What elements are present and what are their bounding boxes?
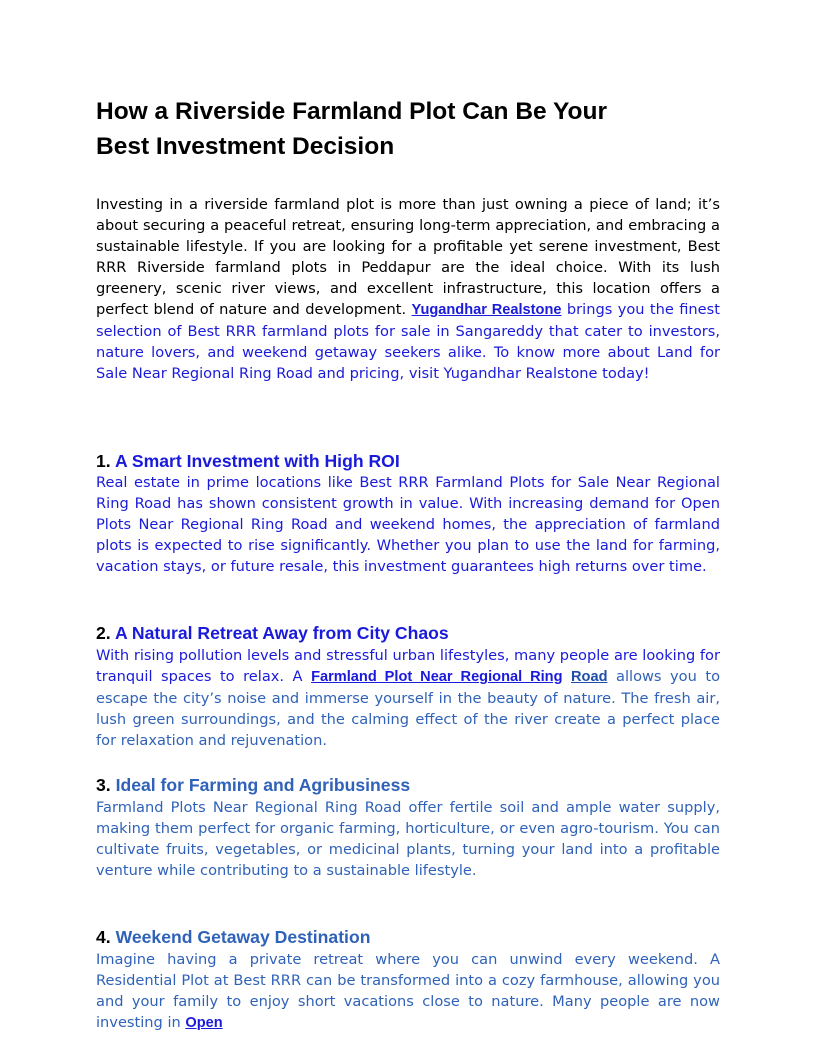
section-2-text-after-link: allows you to escape the city’s noise and immerse yourself in the beauty of nature. The fresh air, lush green surroundings, and the calming effect of the river create a perfect place for relaxation and rejuvenation. [96, 668, 721, 749]
section-2-number: 2. [96, 623, 111, 643]
section-3-number: 3. [96, 775, 111, 795]
section-1-number: 1. [96, 451, 111, 471]
section-3-body: Farmland Plots Near Regional Ring Road offer fertile soil and ample water supply, making them perfect for organic farming, horticulture, or even agro-tourism. You can cultivate fruits, vegetables, or medicinal plants, turning your land into a profitable venture while contributing to a sustainable lifestyle. [96, 799, 720, 879]
page-title-line-1: How a Riverside Farmland Plot Can Be Your [96, 98, 607, 125]
section-4-text: Imagine having a private retreat where you can unwind every weekend. A Residential Plot at Best RRR can be transformed into a cozy farmhouse, allowing you and your family to enjoy short vacations close to nature. Many people are now investing in [96, 951, 720, 1031]
section-2-heading [96, 622, 720, 644]
intro-text: Investing in a riverside farmland plot is more than just owning a piece of land; it’s about securing a peaceful retreat, ensuring long-term appreciation, and embracing a sustainable lifestyle. If you are looking for a profitable yet serene investment, Best RRR Riverside farmland plots in Peddapur are the ideal choice. With its lush greenery, scenic river views, and excellent infrastructure, this location offers a perfect blend of nature and development. [96, 196, 720, 318]
section-2-body [96, 645, 720, 751]
section-1-body: Real estate in prime locations like Best RRR Farmland Plots for Sale Near Regional Ring Road has shown consistent growth in value. With increasing demand for Open Plots Near Regional Ring Road and weekend homes, the appreciation of farmland plots is expected to rise significantly. Whether you plan to use the land for farming, vacation stays, or future resale, this investment guarantees high returns over time. [96, 474, 720, 575]
section-4-title: Weekend Getaway Destination [115, 927, 371, 947]
farmland-plot-link-tail[interactable]: Road [571, 669, 608, 685]
section-3-heading [96, 774, 720, 796]
section-1-title: A Smart Investment with High ROI [114, 451, 400, 471]
section-4-body [96, 949, 720, 1034]
section-4-number: 4. [96, 927, 111, 947]
section-2-text-before-link: With rising pollution levels and stressful urban lifestyles, many people are looking for tranquil spaces to relax. A [96, 647, 720, 685]
intro-paragraph [96, 194, 720, 384]
section-2-title: A Natural Retreat Away from City Chaos [114, 623, 449, 643]
farmland-plot-link[interactable]: Farmland Plot Near Regional Ring [311, 669, 563, 685]
section-1-heading [96, 450, 720, 472]
section-3-title: Ideal for Farming and Agribusiness [115, 775, 411, 795]
intro-text-continued: brings you the finest selection of Best RRR farmland plots for sale in Sangareddy that cater to investors, nature lovers, and weekend getaway seekers alike. To know more about Land for Sale Near Regional Ring Road and pricing, visit Yugandhar Realstone today! [96, 301, 720, 382]
yugandhar-realstone-link[interactable]: Yugandhar Realstone [411, 302, 562, 318]
page-title [96, 94, 736, 164]
open-plots-link[interactable]: Open [185, 1015, 223, 1031]
section-4-heading [96, 926, 720, 948]
page-title-line-2: Best Investment Decision [96, 133, 395, 160]
